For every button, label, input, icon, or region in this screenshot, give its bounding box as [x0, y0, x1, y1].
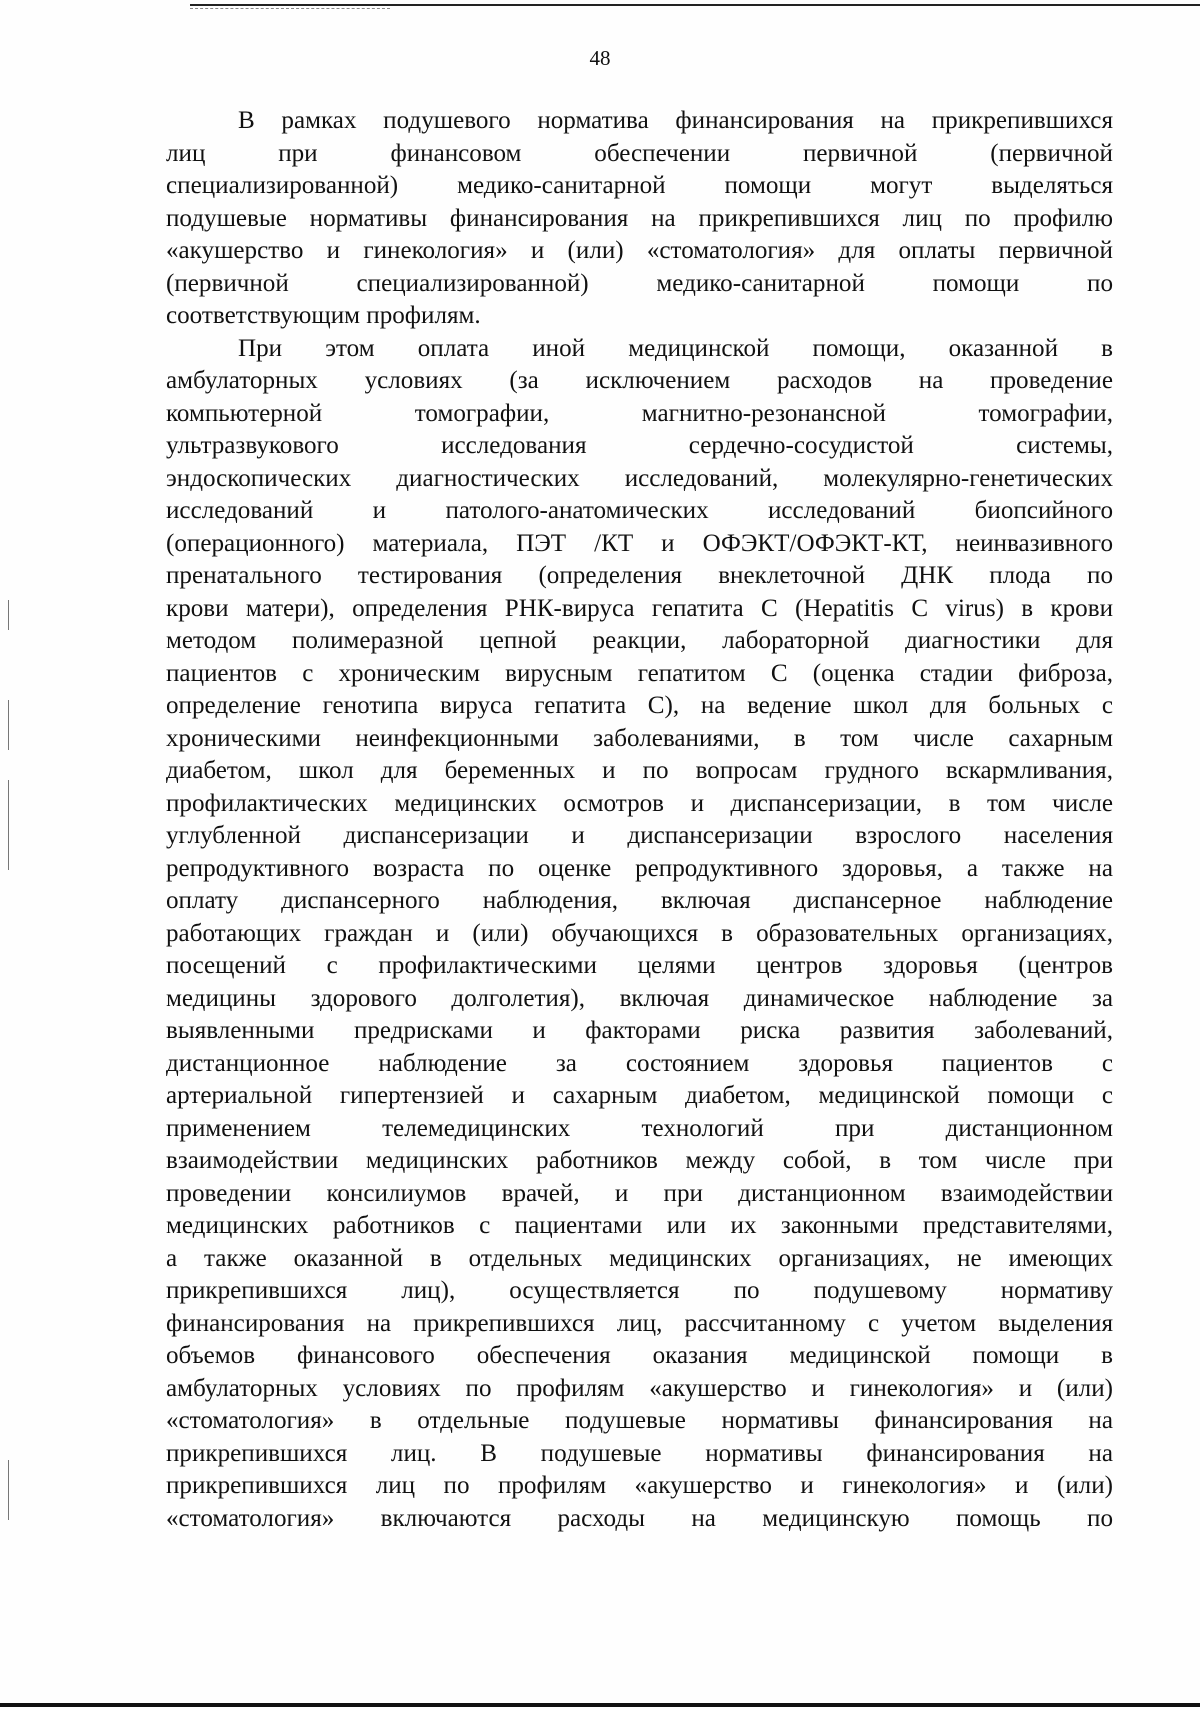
document-body [166, 105, 1113, 1535]
text-line: профилактических медицинских осмотров и диспансеризации, в том числе [166, 789, 1113, 817]
text-line: ультразвукового исследования сердечно-сосудистой системы, [166, 432, 1113, 459]
scan-margin-mark [8, 1460, 9, 1520]
scan-margin-mark [8, 700, 9, 750]
text-line: прикрепившихся лиц по профилям «акушерство и гинекология» и (или) [166, 1472, 1113, 1499]
text-line: пренатального тестирования (определения внеклеточной ДНК плода по [166, 562, 1113, 589]
text-line: медицинских работников с пациентами или их законными представителями, [166, 1212, 1113, 1239]
text-line: проведении консилиумов врачей, и при дистанционном взаимодействии [166, 1179, 1113, 1207]
scan-margin-mark [8, 780, 9, 870]
text-line: а также оказанной в отдельных медицинских организациях, не имеющих [166, 1244, 1113, 1272]
text-line: специализированной) медико-санитарной помощи могут выделяться [166, 172, 1113, 199]
text-line: объемов финансового обеспечения оказания медицинской помощи в [166, 1342, 1113, 1369]
text-line: компьютерной томографии, магнитно-резонансной томографии, [166, 399, 1113, 427]
text-line: выявленными предрисками и факторами риска развития заболеваний, [166, 1017, 1113, 1044]
text-line: репродуктивного возраста по оценке репродуктивного здоровья, а также на [166, 854, 1113, 882]
text-line: эндоскопических диагностических исследований, молекулярно-генетических [166, 464, 1113, 492]
text-line: дистанционное наблюдение за состоянием здоровья пациентов с [166, 1049, 1113, 1077]
text-line: В рамках подушевого норматива финансирования на прикрепившихся [238, 107, 1113, 134]
text-line: артериальной гипертензией и сахарным диабетом, медицинской помощи с [166, 1082, 1113, 1109]
paragraph-2 [166, 333, 1113, 1536]
text-line: «акушерство и гинекология» и (или) «стоматология» для оплаты первичной [166, 237, 1113, 264]
text-line: хроническими неинфекционными заболеваниями, в том числе сахарным [166, 724, 1113, 752]
text-line: При этом оплата иной медицинской помощи, оказанной в [238, 334, 1113, 362]
text-line: применением телемедицинских технологий при дистанционном [166, 1114, 1113, 1142]
text-line: определение генотипа вируса гепатита С), на ведение школ для больных с [166, 692, 1113, 719]
page-number: 48 [589, 46, 611, 70]
text-line: крови матери), определения РНК-вируса гепатита С (Hepatitis C virus) в крови [166, 594, 1113, 622]
text-line: медицины здорового долголетия), включая динамическое наблюдение за [166, 984, 1113, 1012]
text-line: «стоматология» включаются расходы на медицинскую помощь по [166, 1504, 1113, 1532]
text-line: амбулаторных условиях по профилям «акушерство и гинекология» и (или) [166, 1374, 1113, 1402]
text-line: подушевые нормативы финансирования на прикрепившихся лиц по профилю [166, 204, 1113, 232]
text-line: работающих граждан и (или) обучающихся в образовательных организациях, [166, 919, 1113, 947]
top-dashed-line [190, 8, 390, 9]
text-line: (операционного) материала, ПЭТ /КТ и ОФЭКТ/ОФЭКТ-КТ, неинвазивного [166, 529, 1113, 557]
text-line: методом полимеразной цепной реакции, лабораторной диагностики для [166, 627, 1113, 654]
text-line: углубленной диспансеризации и диспансеризации взрослого населения [166, 822, 1113, 849]
text-line: взаимодействии медицинских работников между собой, в том числе при [166, 1147, 1113, 1174]
top-border-line [190, 4, 1200, 6]
bottom-border-line [0, 1703, 1200, 1707]
text-line: лиц при финансовом обеспечении первичной (первичной [166, 139, 1113, 167]
text-line: финансирования на прикрепившихся лиц, рассчитанному с учетом выделения [166, 1309, 1113, 1337]
text-line: (первичной специализированной) медико-санитарной помощи по [166, 269, 1113, 297]
text-line: амбулаторных условиях (за исключением расходов на проведение [166, 367, 1113, 394]
text-line: прикрепившихся лиц. В подушевые нормативы финансирования на [166, 1439, 1113, 1467]
text-line: «стоматология» в отдельные подушевые нормативы финансирования на [166, 1407, 1113, 1434]
text-line: пациентов с хроническим вирусным гепатитом С (оценка стадии фиброза, [166, 659, 1113, 687]
text-line: посещений с профилактическими целями центров здоровья (центров [166, 952, 1113, 979]
text-line: исследований и патолого-анатомических исследований биопсийного [166, 497, 1113, 524]
paragraph-1 [166, 105, 1113, 333]
text-line: соответствующим профилям. [166, 302, 481, 329]
text-line: прикрепившихся лиц), осуществляется по подушевому нормативу [166, 1277, 1113, 1304]
text-line: диабетом, школ для беременных и по вопросам грудного вскармливания, [166, 757, 1113, 784]
text-line: оплату диспансерного наблюдения, включая диспансерное наблюдение [166, 887, 1113, 914]
scan-margin-mark [8, 600, 9, 630]
